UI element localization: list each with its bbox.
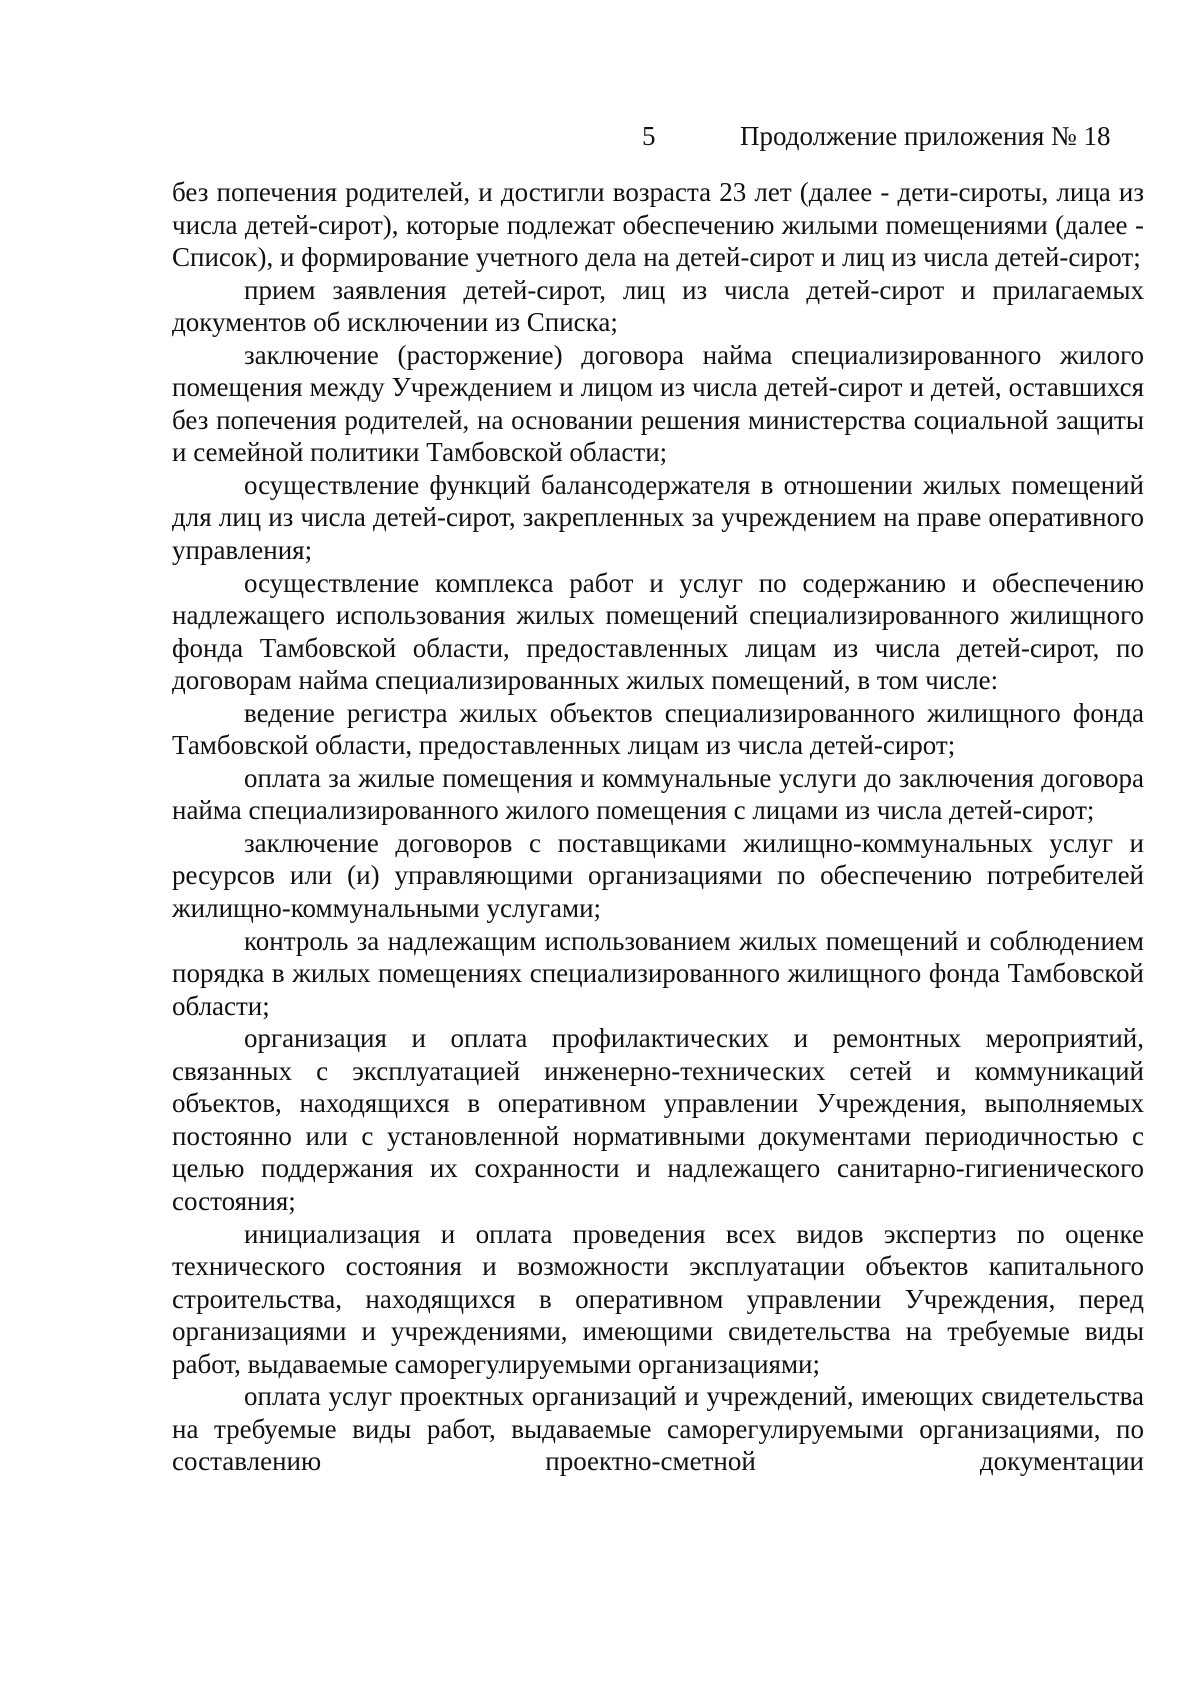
paragraph-technical-expertise: инициализация и оплата проведения всех видов экспертиз по оценке технического состояния и возможности эксплуатации объектов капитального строительства, находящихся в оперативном управлении Учреждения, перед организациями и учреждениями, имеющими свидетельства на требуемые виды работ, выдаваемые саморегулируемыми организациями; [172,1218,1144,1379]
paragraph-housing-register: ведение регистра жилых объектов специализированного жилищного фонда Тамбовской области, предоставленных лицам из числа детей-сирот; [172,697,1144,761]
paragraph-repair-measures: организация и оплата профилактических и ремонтных мероприятий, связанных с эксплуатацией инженерно-технических сетей и коммуникаций объектов, находящихся в оперативном управлении Учреждения, выполняемых постоянно или с установленной нормативными документами периодичностью с целью поддержания их сохранности и надлежащего санитарно-гигиенического состояния; [172,1023,1144,1216]
paragraph-children-orphans-list: без попечения родителей, и достигли возраста 23 лет (далее - дети-сироты, лица из числа детей-сирот), которые подлежат обеспечению жилыми помещениями (далее - Список), и формирование учетного дела на детей-сирот и лиц из числа детей-сирот; [172,177,1144,273]
document-body [172,176,1144,1478]
paragraph-lease-contract: заключение (расторжение) договора найма специализированного жилого помещения между Учреждением и лицом из числа детей-сирот и детей, оставшихся без попечения родителей, на основании решения министерства социальной защиты и семейной политики Тамбовской области; [172,339,1144,468]
paragraph-supplier-contracts: заключение договоров с поставщиками жилищно-коммунальных услуг и ресурсов или (и) управляющими организациями по обеспечению потребителей жилищно-коммунальными услугами; [172,827,1144,924]
paragraph-design-services: оплата услуг проектных организаций и учреждений, имеющих свидетельства на требуемые виды работ, выдаваемые саморегулируемыми организациями, по составлению проектно-сметной документации [172,1381,1144,1477]
page-header [0,116,1200,156]
paragraph-maintenance-works: осуществление комплекса работ и услуг по содержанию и обеспечению надлежащего использования жилых помещений специализированного жилищного фонда Тамбовской области, предоставленных лицам из числа детей-сирот, по договорам найма специализированных жилых помещений, в том числе: [172,567,1144,696]
paragraph-utility-payment: оплата за жилые помещения и коммунальные услуги до заключения договора найма специализированного жилого помещения с лицами из числа детей-сирот; [172,762,1144,826]
paragraph-usage-control: контроль за надлежащим использованием жилых помещений и соблюдением порядка в жилых помещениях специализированного жилищного фонда Тамбовской области; [172,925,1144,1021]
paragraph-balance-holder: осуществление функций балансодержателя в отношении жилых помещений для лиц из числа детей-сирот, закрепленных за учреждением на праве оперативного управления; [172,469,1144,566]
appendix-continuation-label: Продолжение приложения № 18 [740,121,1111,151]
paragraph-application-exclusion: прием заявления детей-сирот, лиц из числа детей-сирот и прилагаемых документов об исключении из Списка; [172,274,1144,338]
page-number: 5 [642,121,656,151]
